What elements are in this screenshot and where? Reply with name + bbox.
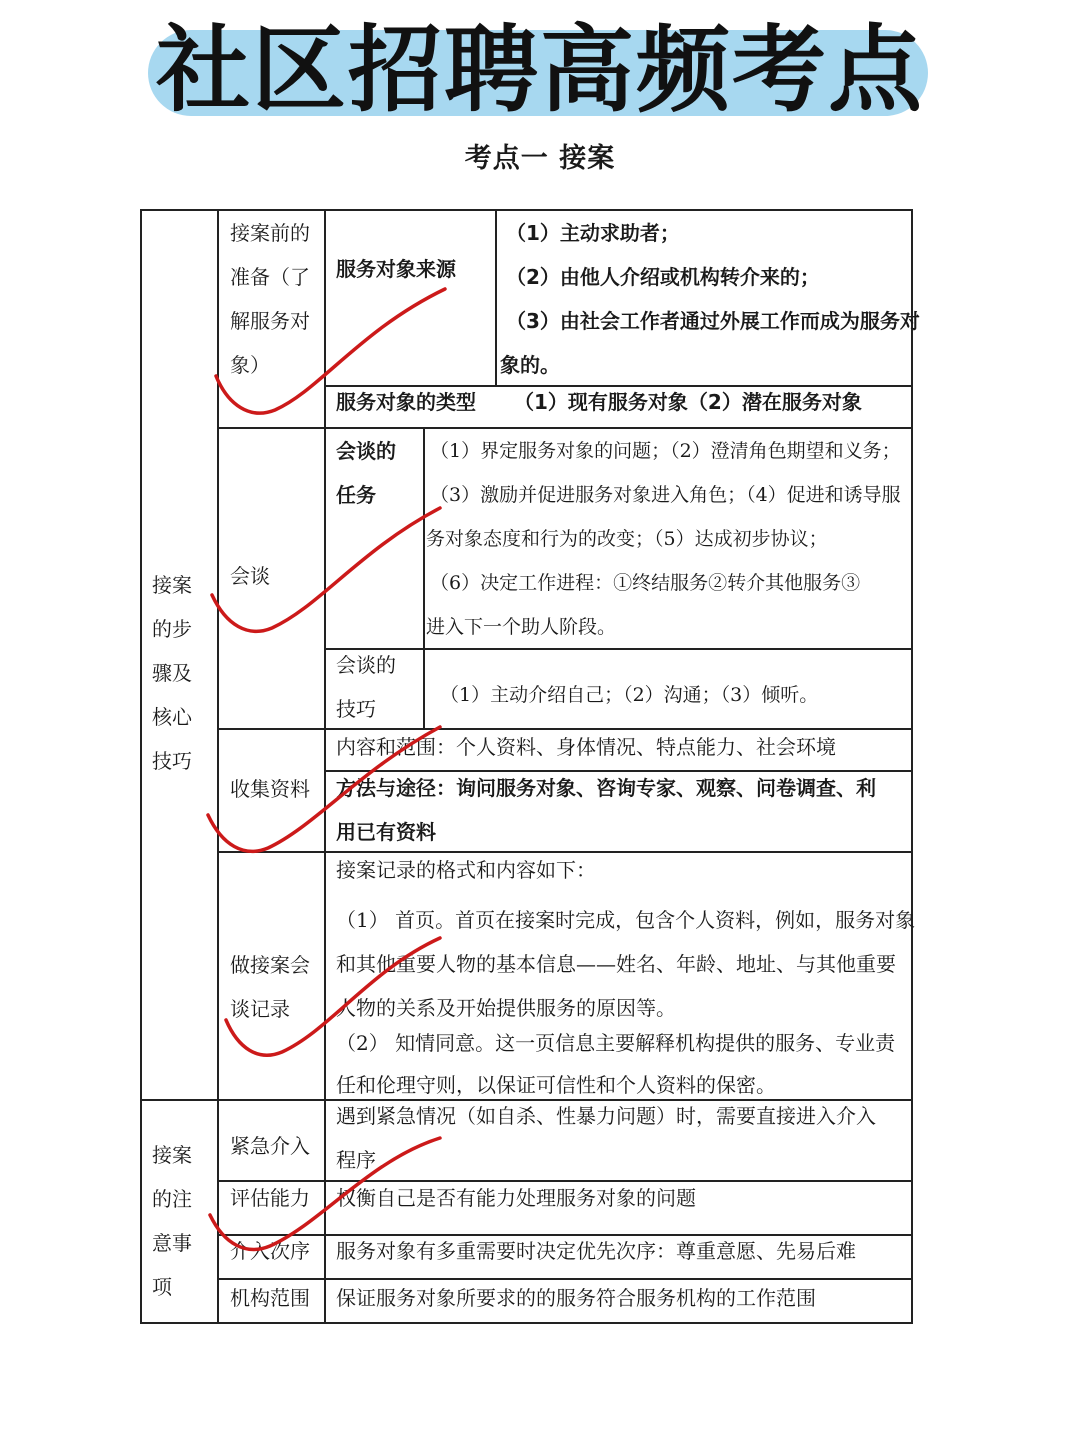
order-text: 服务对象有多重需要时决定优先次序：尊重意愿、先易后难 [336,1239,856,1263]
scope-label: 机构范围 [230,1286,310,1310]
record-line: 和其他重要人物的基本信息——姓名、年龄、地址、与其他重要 [336,952,896,976]
section1-label [152,563,192,783]
record-label-line: 做接案会 [230,953,310,977]
page-subtitle: 考点一 接案 [464,143,616,174]
task-line: （1）界定服务对象的问题；（2）澄清角色期望和义务； [430,440,901,462]
section2-label-line: 意事 [152,1231,192,1255]
task-label-line: 任务 [336,483,376,507]
type-label: 服务对象的类型 [336,390,476,414]
record-label [230,943,310,1031]
collect-scope: 内容和范围：个人资料、身体情况、特点能力、社会环境 [336,735,836,759]
prep-label-line: 准备（了 [230,265,310,289]
record-line: （1） 首页。首页在接案时完成，包含个人资料，例如，服务对象 [336,908,916,932]
emergency-text [336,1094,876,1182]
record-intro: 接案记录的格式和内容如下： [336,858,596,882]
order-label: 介入次序 [230,1239,310,1263]
col-divider-2 [324,209,326,1324]
col-divider-1 [217,209,219,1324]
record-line: 人物的关系及开始提供服务的原因等。 [336,996,676,1020]
prep-label-line: 解服务对 [230,309,310,333]
source-list [500,211,920,387]
emergency-label: 紧急介入 [230,1134,310,1158]
source-line: （3）由社会工作者通过外展工作而成为服务对 [506,309,920,333]
section1-label-line: 接案 [152,573,192,597]
emergency-line: 遇到紧急情况（如自杀、性暴力问题）时，需要直接进入介入 [336,1104,876,1128]
method-line: 方法与途径：询问服务对象、咨询专家、观察、问卷调查、利 [336,776,876,800]
collect-label: 收集资料 [230,777,310,801]
source-line: （1）主动求助者； [506,221,680,245]
interview-label: 会谈 [230,564,270,588]
skill-label-line: 技巧 [336,697,376,721]
task-line: （6）决定工作进程：①终结服务②转介其他服务③ [430,572,861,594]
section1-label-line: 骤及 [152,661,192,685]
method-line: 用已有资料 [336,820,436,844]
section1-label-line: 技巧 [152,749,192,773]
source-label: 服务对象来源 [336,257,456,281]
scope-text: 保证服务对象所要求的的服务符合服务机构的工作范围 [336,1286,816,1310]
section2-label-line: 项 [152,1275,172,1299]
section2-label-line: 接案 [152,1143,192,1167]
notes-table [140,209,920,1324]
assess-text: 权衡自己是否有能力处理服务对象的问题 [336,1186,696,1210]
collect-method [336,766,876,854]
section1-label-line: 的步 [152,617,192,641]
source-line: （2）由他人介绍或机构转介来的； [506,265,820,289]
table-border-left [140,209,142,1324]
task-line: 进入下一个助人阶段。 [426,616,617,638]
task-list [426,429,901,649]
title-banner [0,0,1080,130]
task-label-line: 会谈的 [336,439,396,463]
page-title: 社区招聘高频考点 [155,16,924,125]
task-label [336,429,396,517]
record-label-line: 谈记录 [230,997,290,1021]
type-value: （1）现有服务对象（2）潜在服务对象 [514,390,862,414]
skill-label-line: 会谈的 [336,653,396,677]
skill-value: （1）主动介绍自己；（2）沟通；（3）倾听。 [440,684,819,706]
section2-label [152,1133,192,1309]
col-divider-prep [495,209,497,387]
section1-label-line: 核心 [152,705,192,729]
task-line: （3）激励并促进服务对象进入角色；（4）促进和诱导服 [430,484,901,506]
skill-label [336,643,396,731]
prep-label-line: 接案前的 [230,221,310,245]
record-line: 任和伦理守则，以保证可信性和个人资料的保密。 [336,1073,776,1097]
assess-label: 评估能力 [230,1186,310,1210]
prep-label [230,211,310,387]
source-line: 象的。 [500,353,560,377]
table-border-bottom [140,1322,913,1324]
record-body [336,898,915,1030]
section2-label-line: 的注 [152,1187,192,1211]
record-line: （2） 知情同意。这一页信息主要解释机构提供的服务、专业责 [336,1031,896,1055]
col-divider-interview [423,429,425,730]
emergency-line: 程序 [336,1148,376,1172]
prep-label-line: 象） [230,353,270,377]
task-line: 务对象态度和行为的改变；（5）达成初步协议； [426,528,828,550]
